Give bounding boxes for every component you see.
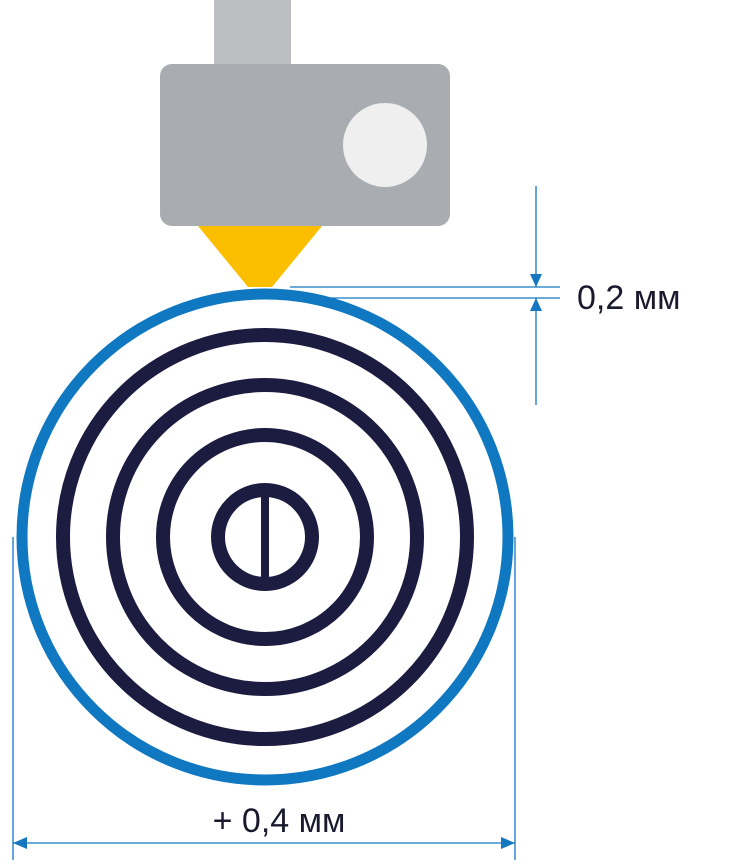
nozzle-holder-rod xyxy=(214,0,291,68)
dimension-arrow-icon xyxy=(501,837,515,849)
nozzle-indicator-light xyxy=(343,103,427,187)
dimension-arrow-icon xyxy=(530,274,542,287)
layer-height-label: 0,2 мм xyxy=(577,279,681,317)
width-offset-label: + 0,4 мм xyxy=(212,802,346,840)
dimension-arrow-icon xyxy=(13,837,27,849)
nozzle-tip xyxy=(198,226,322,287)
dimension-arrow-icon xyxy=(530,298,542,311)
